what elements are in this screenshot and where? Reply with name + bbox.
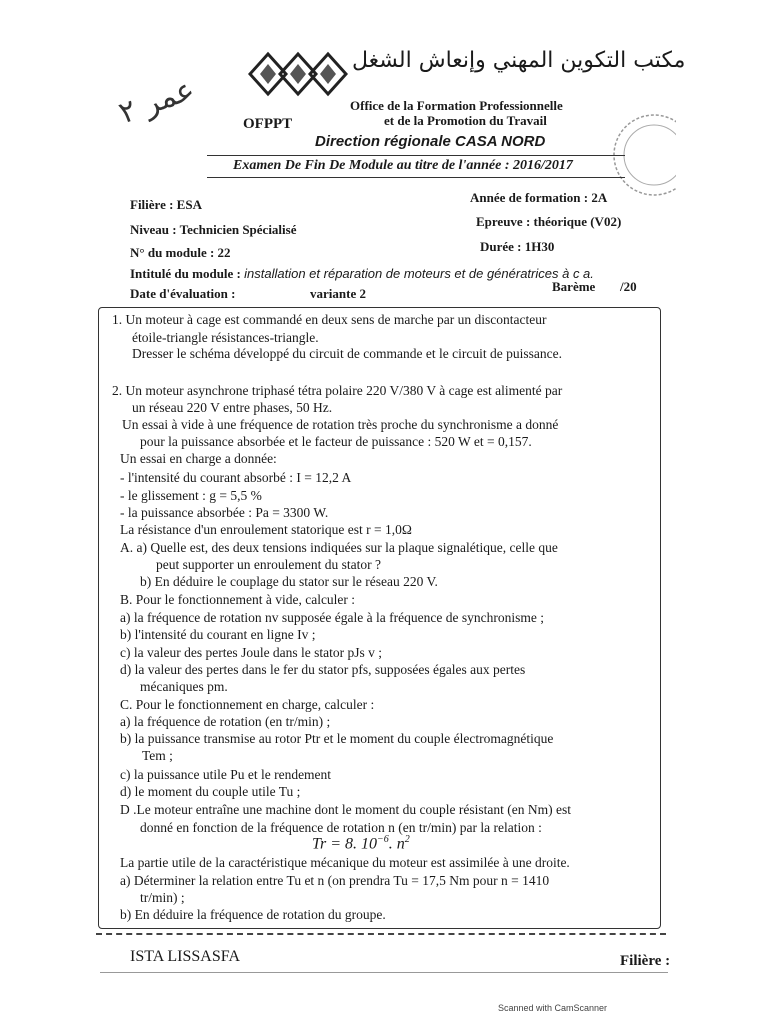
formula-exp: −6 <box>377 834 389 845</box>
q2-line1: 2. Un moteur asynchrone triphasé tétra polaire 220 V/380 V à cage est alimenté par <box>112 383 563 398</box>
arabic-title: مكتب التكوين المهني وإنعاش الشغل <box>352 48 686 73</box>
qB-line5: d) la valeur des pertes dans le fer du stator pfs, supposées égales aux pertes <box>120 662 526 677</box>
qA-line1: A. a) Quelle est, des deux tensions indiquées sur la plaque signalétique, celle que <box>120 540 558 555</box>
q2-line8: - la puissance absorbée : Pa = 3300 W. <box>120 505 329 520</box>
org-line2: et de la Promotion du Travail <box>384 113 547 128</box>
intitule-label: Intitulé du module : <box>130 266 241 281</box>
qD-line2: donné en fonction de la fréquence de rotation n (en tr/min) par la relation : <box>140 820 542 835</box>
qD-line5: tr/min) ; <box>140 890 185 905</box>
qD-line3: La partie utile de la caractéristique mécanique du moteur est assimilée à une droite. <box>120 855 570 870</box>
variante: variante 2 <box>310 286 366 301</box>
handwritten-mark: عمر ٢ <box>114 71 200 132</box>
qA-line2: peut supporter un enroulement du stator ? <box>156 557 381 572</box>
formula-sq: 2 <box>404 834 410 845</box>
q2-line3: Un essai à vide à une fréquence de rotation très proche du synchronisme a donné <box>122 417 559 432</box>
footer-divider <box>100 972 668 973</box>
qB-line2: a) la fréquence de rotation nv supposée égale à la fréquence de synchronisme ; <box>120 610 544 625</box>
q2-line4: pour la puissance absorbée et le facteur de puissance : 520 W et = 0,157. <box>140 434 532 449</box>
intitule <box>130 266 594 282</box>
qB-line4: c) la valeur des pertes Joule dans le stator pJs v ; <box>120 645 383 660</box>
qA-line3: b) En déduire le couplage du stator sur le réseau 220 V. <box>140 574 438 589</box>
footer-rule <box>96 933 666 935</box>
direction: Direction régionale CASA NORD <box>315 133 546 150</box>
ofppt-logo <box>248 46 348 102</box>
title-rule-bottom <box>207 177 625 178</box>
footer-right: Filière : <box>620 953 671 969</box>
annee: Année de formation : 2A <box>470 190 608 205</box>
qD-line1: D .Le moteur entraîne une machine dont le moment du couple résistant (en Nm) est <box>120 802 571 817</box>
title-rule <box>207 155 625 156</box>
q2-line6: - l'intensité du courant absorbé : I = 12,2 A <box>120 470 352 485</box>
filiere: Filière : ESA <box>130 197 202 212</box>
q1-line1: 1. Un moteur à cage est commandé en deux sens de marche par un discontacteur <box>112 312 547 327</box>
qD-line4: a) Déterminer la relation entre Tu et n (on prendra Tu = 17,5 Nm pour n = 1410 <box>120 873 550 888</box>
qC-line2: a) la fréquence de rotation (en tr/min) ; <box>120 714 331 729</box>
bareme: Barème <box>552 279 596 294</box>
q2-line5: Un essai en charge a donnée: <box>120 451 277 466</box>
scanner-watermark: Scanned with CamScanner <box>498 1003 608 1013</box>
qB-line6: mécaniques pm. <box>140 679 228 694</box>
qC-line4: Tem ; <box>142 748 173 763</box>
q1-line2: étoile-triangle résistances-triangle. <box>132 330 319 345</box>
qD-formula <box>312 834 410 853</box>
qC-line6: d) le moment du couple utile Tu ; <box>120 784 301 799</box>
qD-line6: b) En déduire la fréquence de rotation du groupe. <box>120 907 386 922</box>
module-no: N° du module : 22 <box>130 245 231 260</box>
qB-line1: B. Pour le fonctionnement à vide, calculer : <box>120 592 356 607</box>
qC-line1: C. Pour le fonctionnement en charge, calculer : <box>120 697 375 712</box>
duree: Durée : 1H30 <box>480 239 555 254</box>
ofppt-label: OFPPT <box>243 116 293 132</box>
bareme-value: /20 <box>620 279 637 294</box>
date-eval: Date d'évaluation : <box>130 286 236 301</box>
intitule-value: installation et réparation de moteurs et de génératrices à c a. <box>244 266 594 281</box>
exam-title: Examen De Fin De Module au titre de l'année : 2016/2017 <box>233 158 573 173</box>
qB-line3: b) l'intensité du courant en ligne Iv ; <box>120 627 316 642</box>
niveau: Niveau : Technicien Spécialisé <box>130 222 297 237</box>
qC-line5: c) la puissance utile Pu et le rendement <box>120 767 332 782</box>
qC-line3: b) la puissance transmise au rotor Ptr et le moment du couple électromagnétique <box>120 731 554 746</box>
formula-n: . n <box>388 835 405 853</box>
q2-line7: - le glissement : g = 5,5 % <box>120 488 262 503</box>
q1-line3: Dresser le schéma développé du circuit de commande et le circuit de puissance. <box>132 346 562 361</box>
q2-line9: La résistance d'un enroulement statorique est r = 1,0Ω <box>120 522 412 537</box>
org-line1: Office de la Formation Professionnelle <box>350 98 563 113</box>
formula-tr: Tr = 8. 10 <box>312 835 378 853</box>
q2-line2: un réseau 220 V entre phases, 50 Hz. <box>132 400 333 415</box>
footer-left: ISTA LISSASFA <box>130 948 241 965</box>
epreuve: Epreuve : théorique (V02) <box>476 214 622 229</box>
